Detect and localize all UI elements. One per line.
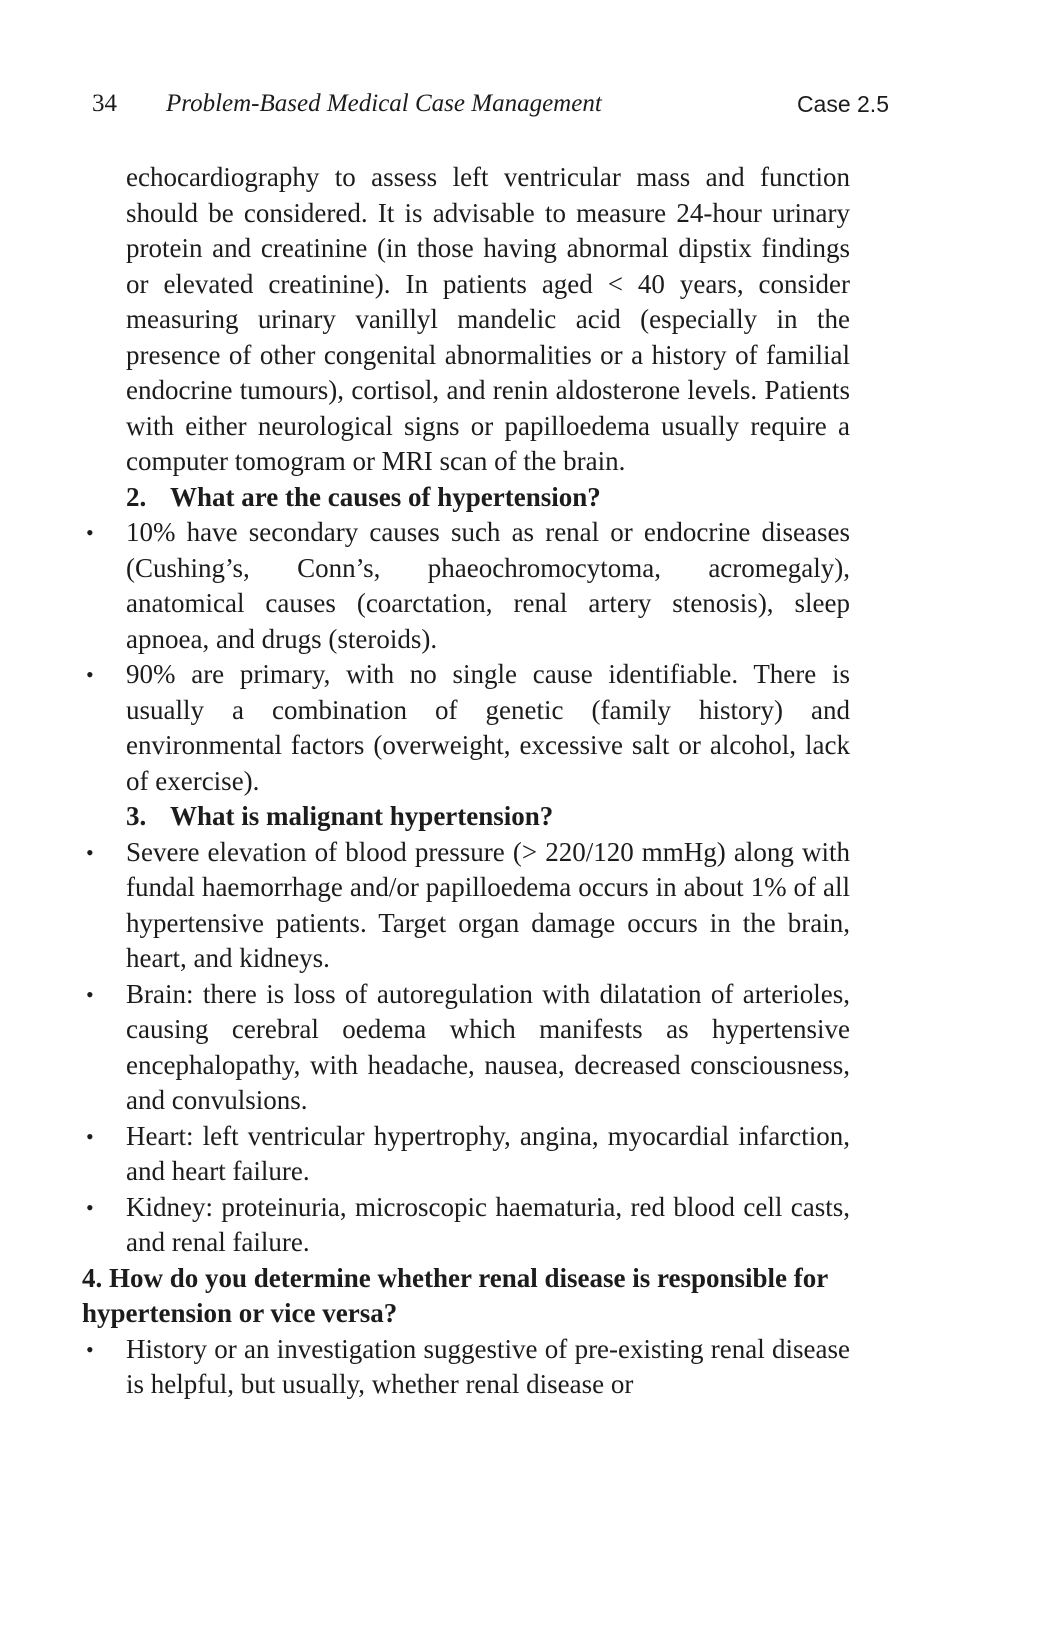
bullet-text: 10% have secondary causes such as renal or endocrine diseases (Cushing’s, Conn’s, phaeochromocytoma, acromegaly), anatomical causes (coarctation, renal artery stenosis), sleep apnoea, and drugs (steroids).	[126, 517, 850, 654]
bullet-text: History or an investigation suggestive of pre-existing renal disease is helpful, but usually, whether renal disease or	[126, 1333, 850, 1399]
book-title: Problem-Based Medical Case Management	[166, 90, 602, 117]
question-heading	[82, 799, 850, 835]
page-number: 34	[92, 90, 117, 117]
answer-list	[82, 515, 850, 799]
continued-paragraph: echocardiography to assess left ventricular mass and function should be considered. It is advisable to measure 24-hour urinary protein and creatinine (in those having abnormal dipstix findings or elevated creatinine). In patients aged < 40 years, consider measuring urinary vanillyl mandelic acid (especially in the presence of other congenital abnormalities or a history of familial endocrine tumours), cortisol, and renin aldosterone levels. Patients with either neurological signs or papilloedema usually require a computer tomogram or MRI scan of the brain.	[126, 162, 850, 476]
bullet-item	[82, 1119, 850, 1190]
answer-list	[82, 835, 850, 1261]
question-heading	[82, 1261, 850, 1332]
bullet-text: Brain: there is loss of autoregulation with dilatation of arterioles, causing cerebral oedema which manifests as hypertensive encephalopathy, with headache, nausea, decreased consciousness, and convulsions.	[126, 978, 850, 1115]
question-heading	[82, 480, 850, 516]
question-number: 3.	[126, 801, 147, 831]
bullet-icon: •	[86, 662, 94, 687]
bullet-icon: •	[86, 1336, 94, 1362]
case-label: Case 2.5	[796, 91, 889, 117]
question-text: How do you determine whether renal disease is responsible for hypertension or vice versa?	[82, 1262, 828, 1328]
question-text: What is malignant hypertension?	[170, 801, 554, 831]
bullet-icon: •	[86, 1194, 94, 1220]
bullet-text: 90% are primary, with no single cause identifiable. There is usually a combination of genetic (family history) and environmental factors (overweight, excessive salt or alcohol, lack of exercise).	[126, 659, 850, 796]
bullet-item	[82, 515, 850, 657]
bullet-item	[82, 1190, 850, 1261]
bullet-icon: •	[86, 1123, 94, 1149]
bullet-icon: •	[86, 981, 94, 1007]
answer-list	[82, 1332, 850, 1403]
bullet-item	[82, 657, 850, 799]
question-number: 4.	[82, 1262, 103, 1293]
bullet-icon: •	[86, 839, 94, 865]
question-number: 2.	[126, 481, 147, 512]
bullet-text: Heart: left ventricular hypertrophy, angina, myocardial infarction, and heart failure.	[126, 1120, 850, 1186]
bullet-item	[82, 1332, 850, 1403]
running-header	[92, 86, 889, 122]
bullet-item	[82, 977, 850, 1119]
bullet-icon: •	[86, 520, 94, 545]
question-text: What are the causes of hypertension?	[170, 481, 601, 512]
bullet-item	[82, 835, 850, 977]
bullet-text: Severe elevation of blood pressure (> 220/120 mmHg) along with fundal haemorrhage and/or papilloedema occurs in about 1% of all hypertensive patients. Target organ damage occurs in the brain, heart, and kidneys.	[126, 836, 850, 973]
bullet-text: Kidney: proteinuria, microscopic haematuria, red blood cell casts, and renal failure.	[126, 1191, 850, 1257]
page-body	[82, 160, 850, 1403]
